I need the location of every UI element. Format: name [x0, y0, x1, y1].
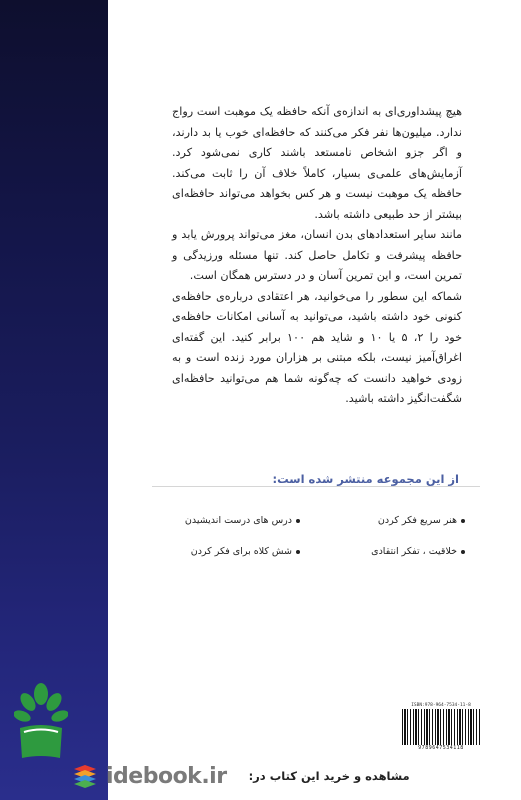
bullet-icon [461, 550, 465, 554]
bullet-icon [461, 519, 465, 523]
isbn-barcode [402, 703, 480, 753]
series-item-creativity [330, 546, 465, 557]
series-item-label: خلاقیت ، تفکر انتقادی [371, 546, 457, 557]
site-watermark [0, 757, 521, 795]
barcode-bars [402, 709, 480, 745]
bullet-icon [296, 519, 300, 523]
back-cover-blurb [172, 102, 462, 410]
series-item-six-hats [165, 546, 300, 557]
blurb-paragraph-1: هیچ پیشداوری‌ای به اندازه‌ی آنکه حافظه یک موهبت است رواج ندارد. میلیون‌ها نفر فکر می‌کنند که حافظه‌ای خوب یا بد دارند، و اگر جزو اشخاص نامستعد باشند کاری نمی‌شود کرد. آزمایش‌های علمی‌ی بسیار، کاملاً خلاف آن را ثابت می‌کند. حافظه یک موهبت نیست و هر کس بخواهد می‌تواند حافظه‌ای بیشتر از حد طبیعی داشته باشد. [172, 105, 462, 221]
blurb-paragraph-3: شماکه این سطور را می‌خوانید، هر اعتقادی درباره‌ی حافظه‌ی کنونی خود داشته باشید، می‌توانید به آسانی امکانات حافظه‌ی خود را ۲، ۵ یا ۱۰ و شاید هم ۱۰۰ برابر کنید. این گفته‌ای اغراق‌آمیز نیست، بلکه مبتنی بر هزاران مورد زنده است و به زودی خواهید دانست که چه‌گونه شما هم می‌توانید حافظه‌ای شگفت‌انگیز داشته باشید. [172, 289, 462, 405]
series-book-list [165, 515, 465, 557]
blurb-paragraph-2: مانند سایر استعدادهای بدن انسان، مغز می‌تواند پرورش یابد و حافظه پیشرفت و تکامل حاصل کند. تنها مسئله ورزیدگی و تمرین است، و این تمرین آسان و در دسترس همگان است. [172, 228, 462, 282]
series-item-right-thinking-lessons [165, 515, 300, 526]
series-item-fast-thinking [330, 515, 465, 526]
series-item-label: درس های درست اندیشیدن [184, 515, 292, 526]
series-item-label: شش کلاه برای فکر کردن [190, 546, 292, 557]
publisher-logo-icon [14, 682, 68, 762]
book-stack-icon [70, 761, 100, 791]
watermark-caption: مشاهده و خرید این کتاب در: [248, 769, 410, 783]
section-divider [152, 486, 480, 487]
cover-spine-band [0, 0, 108, 800]
watermark-brand-text: idebook.ir [106, 763, 227, 789]
series-item-label: هنر سریع فکر کردن [377, 515, 457, 526]
watermark-brand [70, 761, 227, 791]
bullet-icon [296, 550, 300, 554]
isbn-label: ISBN:978-964-7534-11-8 [411, 703, 471, 708]
barcode-number: 9789647534118 [418, 745, 464, 751]
series-title: از این مجموعه منتشر شده است: [267, 472, 459, 486]
